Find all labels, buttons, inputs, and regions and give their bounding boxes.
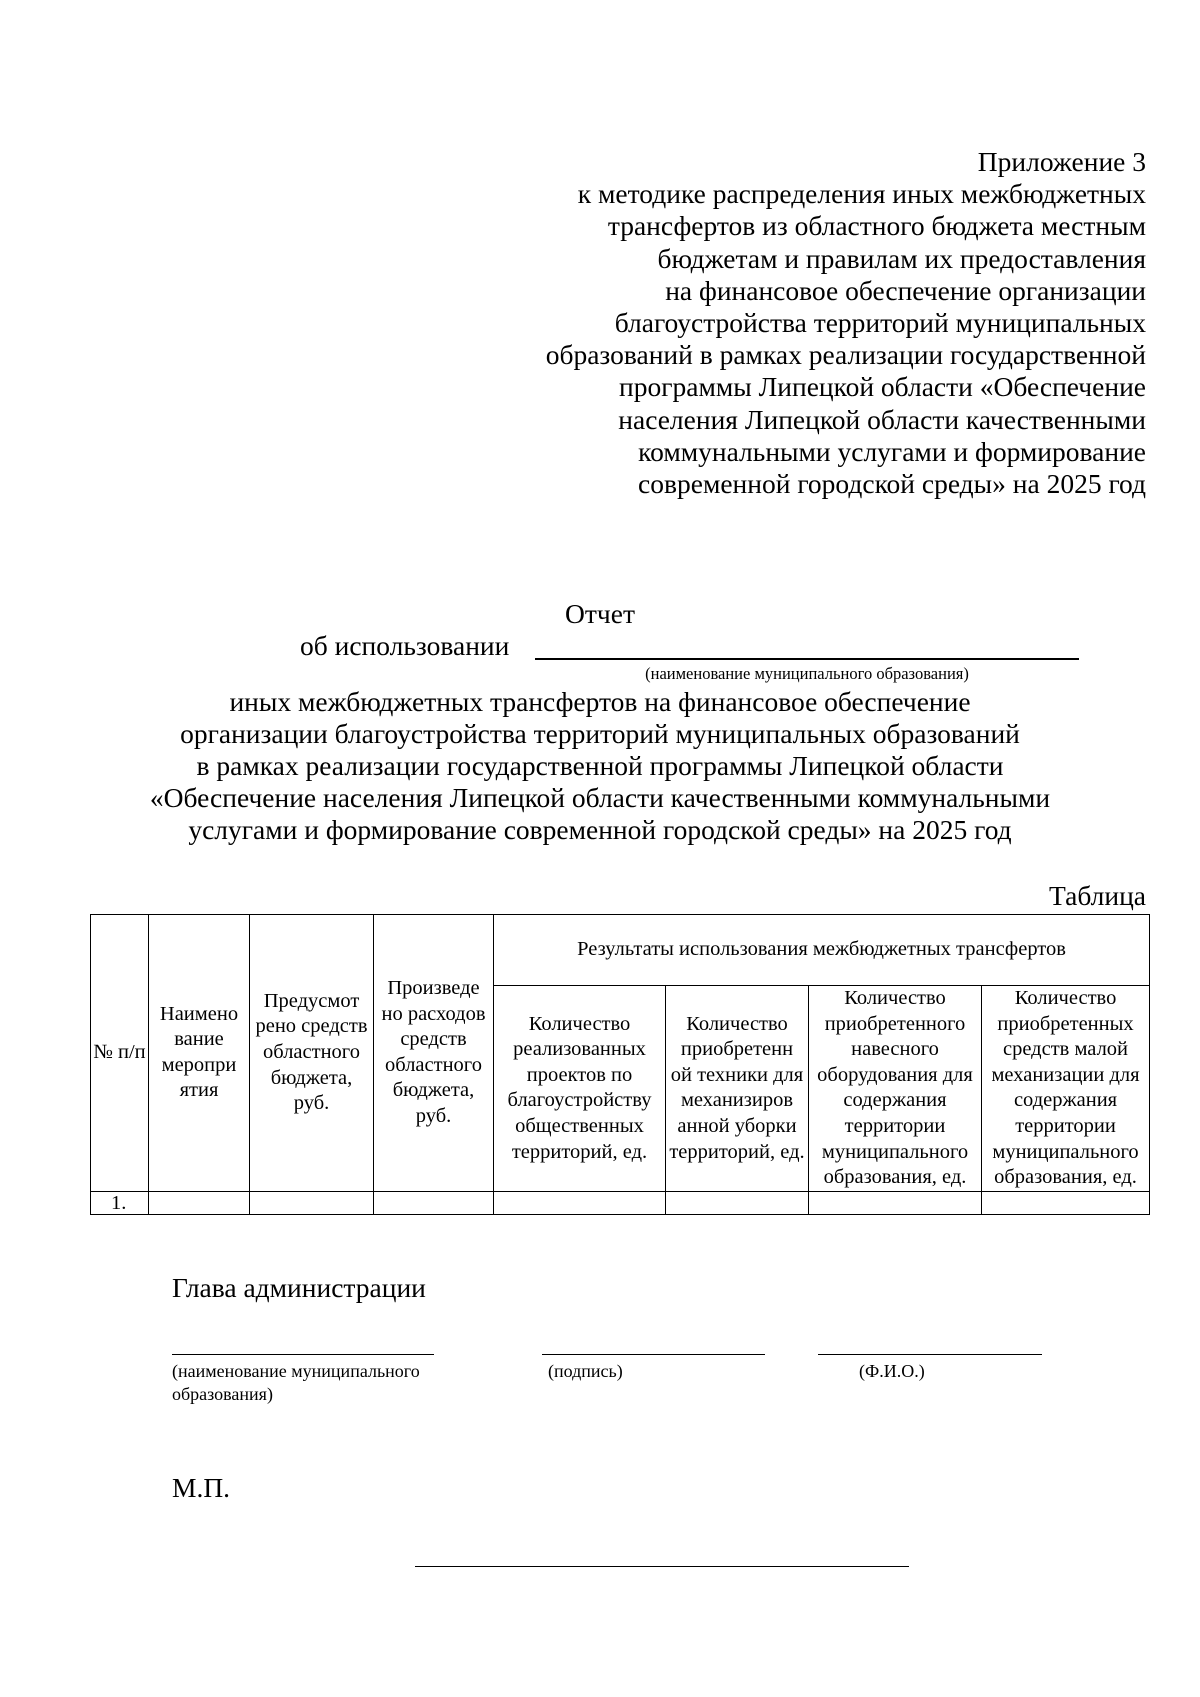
report-subtitle	[0, 686, 1200, 846]
bottom-divider-line	[415, 1566, 909, 1567]
appendix-line: коммунальными услугами и формирование	[638, 435, 1146, 467]
header-num: № п/п	[91, 915, 149, 1192]
cell-planned[interactable]	[250, 1191, 374, 1214]
fio-hint: (Ф.И.О.)	[859, 1361, 925, 1381]
appendix-line: бюджетам и правилам их предоставления	[657, 242, 1146, 274]
table-row	[91, 1191, 1150, 1214]
report-subtitle-line: услугами и формирование современной городской среды» на 2025 год	[188, 814, 1012, 845]
signature-line[interactable]	[542, 1354, 765, 1355]
header-machinery: Количество приобретенн ой техники для механизиров анной уборки территорий, ед.	[666, 986, 809, 1192]
header-results-group: Результаты использования межбюджетных трансфертов	[494, 915, 1150, 986]
header-planned: Предусмот рено средств областного бюджета, руб.	[250, 915, 374, 1192]
cell-machinery[interactable]	[666, 1191, 809, 1214]
municipality-signature-hint: (наименование муниципального образования)	[172, 1361, 420, 1404]
header-small-mechanization: Количество приобретенных средств малой механизации для содержания территории муниципального образования, ед.	[982, 986, 1150, 1192]
report-subtitle-line: организации благоустройства территорий муниципальных образований	[180, 718, 1020, 749]
signature-hint: (подпись)	[548, 1361, 623, 1381]
municipality-name-blank[interactable]	[535, 658, 1079, 660]
report-subtitle-line: «Обеспечение населения Липецкой области качественными коммунальными	[149, 782, 1051, 813]
appendix-header	[446, 146, 1146, 500]
appendix-line: благоустройства территорий муниципальных	[614, 307, 1146, 339]
header-spent: Произведе но расходов средств областного бюджета, руб.	[374, 915, 494, 1192]
report-subtitle-line: в рамках реализации государственной программы Липецкой области	[196, 750, 1004, 781]
stamp-place-label: М.П.	[172, 1472, 231, 1503]
fio-line[interactable]	[818, 1354, 1042, 1355]
header-projects: Количество реализованных проектов по благоустройству общественных территорий, ед.	[494, 986, 666, 1192]
report-title: Отчет	[565, 598, 635, 629]
appendix-line: на финансовое обеспечение организации	[665, 274, 1146, 306]
appendix-line: Приложение 3	[977, 146, 1146, 177]
municipality-signature-line[interactable]	[172, 1354, 434, 1355]
cell-num: 1.	[91, 1191, 149, 1214]
table-caption: Таблица	[1049, 880, 1146, 911]
header-attached-equipment: Количество приобретенного навесного оборудования для содержания территории муниципального образования, ед.	[809, 986, 982, 1192]
appendix-line: программы Липецкой области «Обеспечение	[619, 371, 1146, 403]
results-table	[90, 914, 1150, 1215]
report-for-label: об использовании	[300, 630, 510, 661]
header-name: Наимено вание меропри ятия	[149, 915, 250, 1192]
cell-name[interactable]	[149, 1191, 250, 1214]
municipality-name-hint: (наименование муниципального образования)	[645, 664, 969, 683]
cell-attached-equipment[interactable]	[809, 1191, 982, 1214]
head-of-administration-label: Глава администрации	[172, 1272, 426, 1303]
appendix-line: трансфертов из областного бюджета местным	[607, 210, 1146, 242]
appendix-line: населения Липецкой области качественными	[618, 403, 1146, 435]
appendix-line: образований в рамках реализации государственной	[545, 339, 1146, 371]
appendix-line: современной городской среды» на 2025 год	[638, 468, 1146, 500]
cell-spent[interactable]	[374, 1191, 494, 1214]
cell-projects[interactable]	[494, 1191, 666, 1214]
cell-small-mechanization[interactable]	[982, 1191, 1150, 1214]
appendix-line: к методике распределения иных межбюджетных	[577, 178, 1146, 210]
report-subtitle-line: иных межбюджетных трансфертов на финансовое обеспечение	[229, 686, 971, 717]
